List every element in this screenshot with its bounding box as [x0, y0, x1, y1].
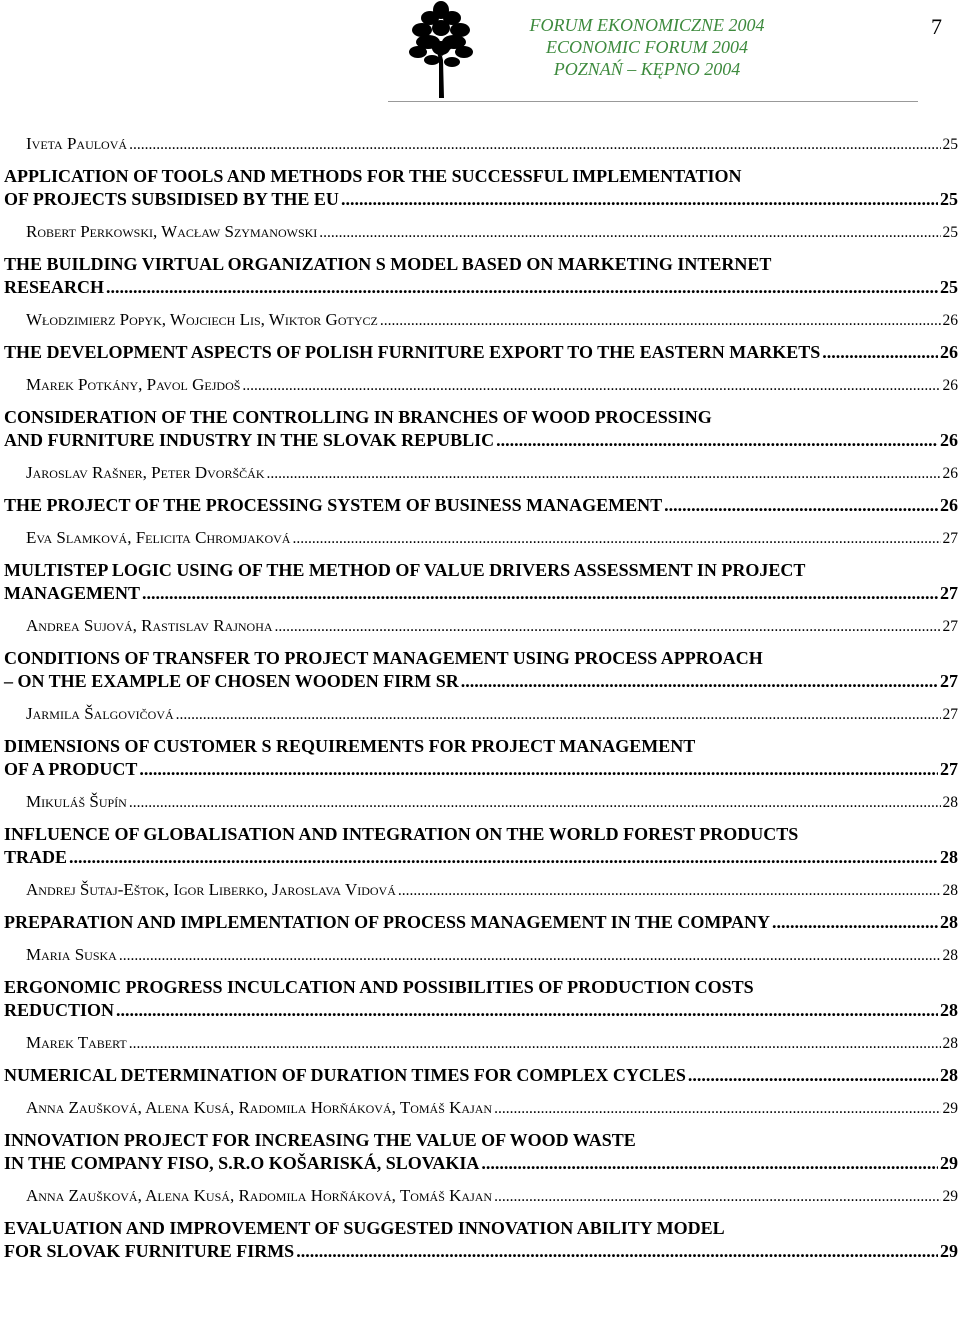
toc-page-number: 25 — [940, 277, 958, 297]
toc-entry-title[interactable] — [4, 735, 960, 781]
toc-title-text: THE DEVELOPMENT ASPECTS OF POLISH FURNITURE EXPORT TO THE EASTERN MARKETS — [4, 342, 821, 362]
dot-leader — [129, 134, 940, 156]
toc-line — [4, 846, 960, 869]
toc-line — [26, 221, 960, 244]
toc-page-number: 25 — [940, 189, 958, 209]
toc-entry-title[interactable] — [4, 911, 960, 934]
dot-leader — [494, 1098, 940, 1120]
toc-title-text: NUMERICAL DETERMINATION OF DURATION TIMES FOR COMPLEX CYCLES — [4, 1065, 686, 1085]
toc-title-text: REDUCTION — [4, 1000, 115, 1020]
toc-author-text: Anna Zaušková, Alena Kusá, Radomila Horňáková, Tomáš Kajan — [26, 1098, 493, 1117]
toc-line — [4, 670, 960, 693]
toc-line — [26, 462, 960, 485]
toc-line — [26, 703, 960, 726]
toc-title-line: CONSIDERATION OF THE CONTROLLING IN BRANCHES OF WOOD PROCESSING — [4, 407, 712, 427]
toc-page-number: 27 — [940, 671, 958, 691]
toc-page-number: 28 — [940, 1065, 958, 1085]
toc-page-number: 26 — [942, 465, 958, 482]
toc-title-line: EVALUATION AND IMPROVEMENT OF SUGGESTED INNOVATION ABILITY MODEL — [4, 1218, 725, 1238]
toc-entry-title[interactable] — [4, 253, 960, 299]
dot-leader — [688, 1064, 938, 1087]
toc-author-text: Maria Suska — [26, 945, 117, 964]
toc-page-number: 29 — [942, 1100, 958, 1117]
toc-page-number: 26 — [942, 312, 958, 329]
toc-entry-title[interactable] — [4, 1064, 960, 1087]
toc-entry-title[interactable] — [4, 647, 960, 693]
page-header — [0, 0, 960, 102]
toc-entry-title[interactable] — [4, 341, 960, 364]
toc-page-number: 26 — [940, 430, 958, 450]
toc-title-text: PREPARATION AND IMPLEMENTATION OF PROCESS MANAGEMENT IN THE COMPANY — [4, 912, 771, 932]
toc-line — [26, 615, 960, 638]
toc-title-text: IN THE COMPANY FISO, S.R.O KOŠARISKÁ, SLOVAKIA — [4, 1153, 480, 1173]
dot-leader — [341, 188, 938, 211]
toc-entry-author[interactable] — [4, 1185, 960, 1207]
toc-entry-author[interactable] — [4, 527, 960, 549]
conference-title-line-1: FORUM EKONOMICZNE 2004 — [529, 15, 765, 35]
toc-line — [4, 1240, 960, 1263]
toc-page-number: 28 — [942, 882, 958, 899]
toc-entry-title[interactable] — [4, 1129, 960, 1175]
toc-entry-author[interactable] — [4, 462, 960, 484]
toc-line — [4, 341, 960, 364]
toc-entry-author[interactable] — [4, 374, 960, 396]
toc-page-number: 25 — [942, 224, 958, 241]
toc-author-text: Andrea Sujová, Rastislav Rajnoha — [26, 616, 273, 635]
toc-page-number: 27 — [940, 759, 958, 779]
toc-line — [4, 429, 960, 452]
toc-title-line: MULTISTEP LOGIC USING OF THE METHOD OF VALUE DRIVERS ASSESSMENT IN PROJECT — [4, 560, 806, 580]
toc-author-text: Jarmila Šalgovičová — [26, 704, 174, 723]
toc-line — [4, 276, 960, 299]
toc-page-number: 28 — [942, 794, 958, 811]
toc-line — [26, 527, 960, 550]
toc-line — [4, 188, 960, 211]
dot-leader — [398, 880, 941, 902]
toc-entry-author[interactable] — [4, 791, 960, 813]
dot-leader — [461, 670, 938, 693]
toc-line — [26, 1185, 960, 1208]
conference-title — [512, 14, 782, 80]
toc-page-number: 29 — [940, 1153, 958, 1173]
toc-page-number: 29 — [942, 1188, 958, 1205]
toc-line — [4, 1152, 960, 1175]
toc-author-text: Włodzimierz Popyk, Wojciech Lis, Wiktor Gotycz — [26, 310, 378, 329]
toc-entry-author[interactable] — [4, 703, 960, 725]
toc-title-line: CONDITIONS OF TRANSFER TO PROJECT MANAGEMENT USING PROCESS APPROACH — [4, 648, 763, 668]
dot-leader — [129, 1033, 941, 1055]
dot-leader — [119, 945, 941, 967]
dot-leader — [319, 222, 940, 244]
dot-leader — [116, 999, 938, 1022]
conference-title-line-3: POZNAŃ – KĘPNO 2004 — [553, 59, 741, 79]
toc-title-line: DIMENSIONS OF CUSTOMER S REQUIREMENTS FOR PROJECT MANAGEMENT — [4, 736, 696, 756]
toc-title-text: MANAGEMENT — [4, 583, 140, 603]
dot-leader — [822, 341, 938, 364]
toc-line — [26, 944, 960, 967]
dot-leader — [106, 276, 938, 299]
toc-entry-author[interactable] — [4, 615, 960, 637]
toc-page-number: 28 — [942, 1035, 958, 1052]
dot-leader — [69, 846, 938, 869]
conference-title-line-2: ECONOMIC FORUM 2004 — [546, 37, 748, 57]
toc-author-text: Jaroslav Rašner, Peter Dvorščák — [26, 463, 265, 482]
toc-author-text: Marek Tabert — [26, 1033, 127, 1052]
toc-title-line: INFLUENCE OF GLOBALISATION AND INTEGRATION ON THE WORLD FOREST PRODUCTS — [4, 824, 799, 844]
toc-author-text: Eva Slamková, Felicita Chromjaková — [26, 528, 291, 547]
toc-entry-author[interactable] — [4, 1032, 960, 1054]
dot-leader — [292, 528, 940, 550]
toc-title-text: OF PROJECTS SUBSIDISED BY THE EU — [4, 189, 339, 209]
toc-title-text: AND FURNITURE INDUSTRY IN THE SLOVAK REPUBLIC — [4, 430, 495, 450]
toc-page-number: 28 — [940, 1000, 958, 1020]
toc-title-line: APPLICATION OF TOOLS AND METHODS FOR THE SUCCESSFUL IMPLEMENTATION — [4, 166, 742, 186]
dot-leader — [494, 1186, 940, 1208]
dot-leader — [380, 310, 941, 332]
toc-page-number: 28 — [942, 947, 958, 964]
toc-line — [4, 494, 960, 517]
dot-leader — [772, 911, 938, 934]
toc-entry-author[interactable] — [4, 944, 960, 966]
toc-entry-title[interactable] — [4, 494, 960, 517]
toc-entry-author[interactable] — [4, 879, 960, 901]
header-divider — [388, 101, 918, 102]
toc-title-text: TRADE — [4, 847, 68, 867]
toc-page-number: 27 — [942, 706, 958, 723]
toc-line — [4, 911, 960, 934]
toc-line — [4, 758, 960, 781]
toc-page-number: 28 — [940, 847, 958, 867]
dot-leader — [267, 463, 941, 485]
toc-page-number: 27 — [942, 530, 958, 547]
dot-leader — [129, 792, 941, 814]
page-number: 7 — [931, 14, 942, 39]
toc-title-text: RESEARCH — [4, 277, 105, 297]
toc-title-text: – ON THE EXAMPLE OF CHOSEN WOODEN FIRM SR — [4, 671, 459, 691]
toc-entry-author[interactable] — [4, 133, 960, 155]
toc-author-text: Marek Potkány, Pavol Gejdoš — [26, 375, 241, 394]
toc-entry-title[interactable] — [4, 559, 960, 605]
toc-entry-author[interactable] — [4, 1097, 960, 1119]
toc-entry-author[interactable] — [4, 221, 960, 243]
toc-entry-title[interactable] — [4, 165, 960, 211]
toc-page-number: 25 — [942, 136, 958, 153]
toc-author-text: Anna Zaušková, Alena Kusá, Radomila Horňáková, Tomáš Kajan — [26, 1186, 493, 1205]
toc-line — [26, 1097, 960, 1120]
toc-author-text: Andrej Šutaj-Eštok, Igor Liberko, Jaroslava Vidová — [26, 880, 396, 899]
toc-author-text: Mikuláš Šupín — [26, 792, 127, 811]
toc-line — [26, 1032, 960, 1055]
dot-leader — [481, 1152, 938, 1175]
dot-leader — [296, 1240, 938, 1263]
toc-line — [26, 309, 960, 332]
toc-page-number: 29 — [940, 1241, 958, 1261]
toc-line — [26, 879, 960, 902]
toc-title-line: INNOVATION PROJECT FOR INCREASING THE VALUE OF WOOD WASTE — [4, 1130, 636, 1150]
dot-leader — [242, 375, 940, 397]
toc-page-number: 26 — [942, 377, 958, 394]
toc-author-text: Iveta Paulová — [26, 134, 128, 153]
dot-leader — [142, 582, 938, 605]
toc-line — [26, 374, 960, 397]
toc-page-number: 27 — [940, 583, 958, 603]
toc-page-number: 27 — [942, 618, 958, 635]
toc-line — [4, 1064, 960, 1087]
toc-title-line: ERGONOMIC PROGRESS INCULCATION AND POSSIBILITIES OF PRODUCTION COSTS — [4, 977, 754, 997]
toc-title-text: THE PROJECT OF THE PROCESSING SYSTEM OF BUSINESS MANAGEMENT — [4, 495, 663, 515]
toc-title-text: OF A PRODUCT — [4, 759, 138, 779]
toc-line — [4, 999, 960, 1022]
toc-entry-title[interactable] — [4, 823, 960, 869]
dot-leader — [139, 758, 938, 781]
dot-leader — [176, 704, 941, 726]
dot-leader — [275, 616, 941, 638]
toc-line — [4, 582, 960, 605]
toc-title-line: THE BUILDING VIRTUAL ORGANIZATION S MODEL BASED ON MARKETING INTERNET — [4, 254, 772, 274]
toc-line — [26, 133, 960, 156]
toc-entry-title[interactable] — [4, 1217, 960, 1263]
toc-entry-title[interactable] — [4, 976, 960, 1022]
toc-entry-author[interactable] — [4, 309, 960, 331]
dot-leader — [496, 429, 938, 452]
tree-logo-icon — [408, 0, 474, 98]
table-of-contents — [4, 133, 960, 1263]
toc-entry-title[interactable] — [4, 406, 960, 452]
toc-page-number: 26 — [940, 342, 958, 362]
toc-page-number: 28 — [940, 912, 958, 932]
toc-page-number: 26 — [940, 495, 958, 515]
toc-line — [26, 791, 960, 814]
toc-author-text: Robert Perkowski, Wacław Szymanowski — [26, 222, 318, 241]
dot-leader — [664, 494, 938, 517]
toc-title-text: FOR SLOVAK FURNITURE FIRMS — [4, 1241, 295, 1261]
